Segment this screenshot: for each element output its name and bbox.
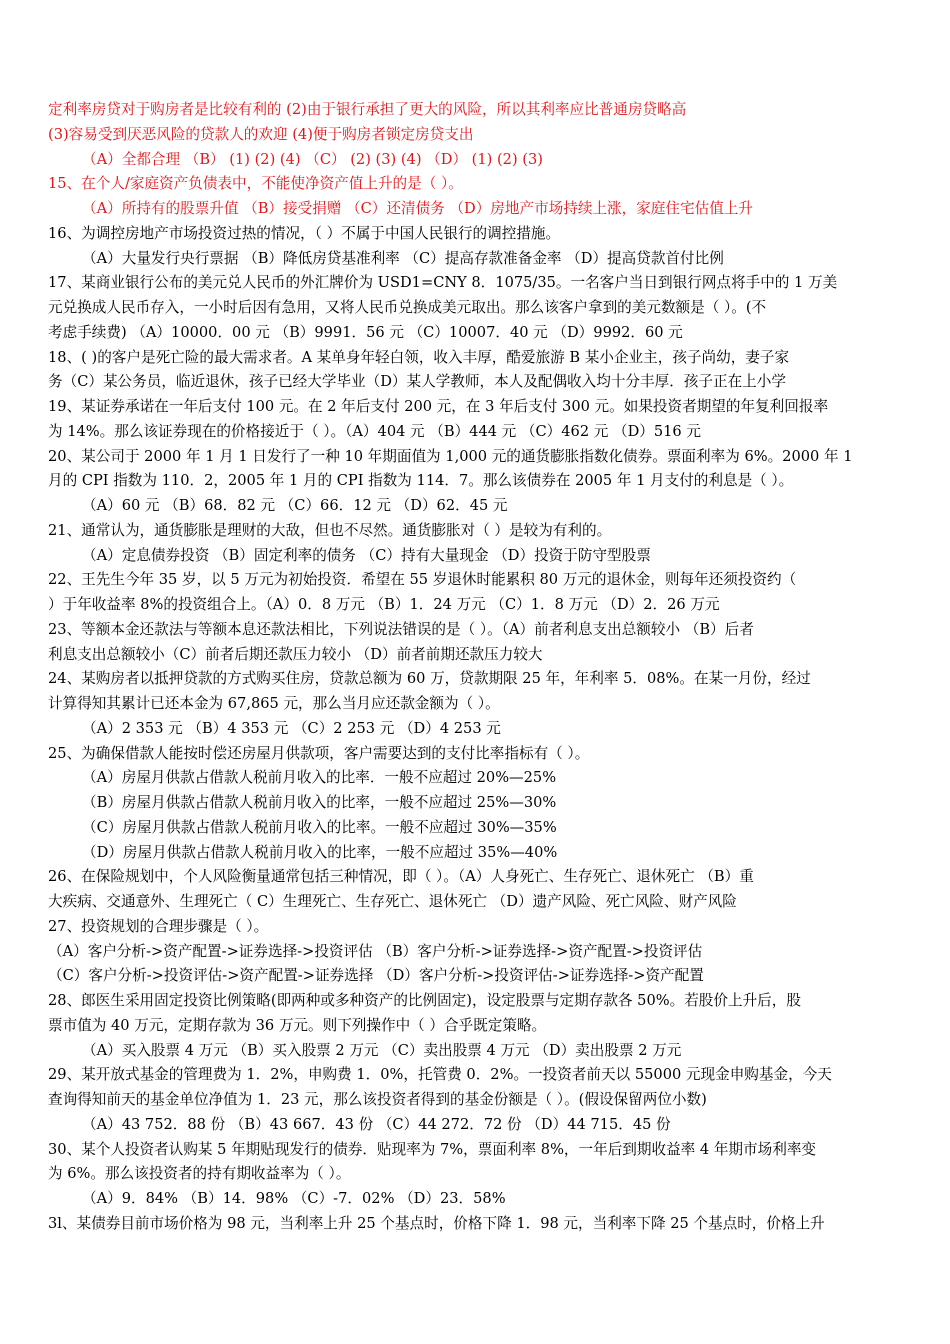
text-line: （A）买入股票 4 万元 （B）买入股票 2 万元 （C）卖出股票 4 万元 （D）卖出股票 2 万元 bbox=[82, 1041, 682, 1059]
text-line: （A）9．84% （B）14．98% （C）-7．02% （D）23．58% bbox=[82, 1190, 506, 1207]
text-line: 19、某证券承诺在一年后支付 100 元。在 2 年后支付 200 元，在 3 年后支付 300 元。如果投资者期望的年复利回报率 bbox=[48, 398, 829, 415]
text-line: 27、投资规划的合理步骤是（ ）。 bbox=[48, 917, 269, 935]
text-line: （B）房屋月供款占借款人税前月收入的比率，一般不应超过 25%—30% bbox=[82, 794, 557, 811]
text-line: 25、为确保借款人能按时偿还房屋月供款项，客户需要达到的支付比率指标有（ ）。 bbox=[48, 744, 590, 762]
text-line: 24、某购房者以抵押贷款的方式购买住房，贷款总额为 60 万，贷款期限 25 年，年利率 5．08%。在某一月份，经过 bbox=[48, 670, 811, 688]
document-page bbox=[48, 98, 910, 1237]
text-line: 22、王先生今年 35 岁，以 5 万元为初始投资．希望在 55 岁退休时能累积 80 万元的退休金，则每年还须投资约（ bbox=[48, 571, 797, 589]
text-line: 18、( )的客户是死亡险的最大需求者。A 某单身年轻白领，收入丰厚，酷爱旅游 B 某小企业主，孩子尚幼，妻子家 bbox=[48, 348, 790, 366]
text-line: 20、某公司于 2000 年 1 月 1 日发行了一种 10 年期面值为 1,000 元的通货膨胀指数化债券。票面利率为 6%。2000 年 1 bbox=[48, 447, 853, 465]
text-line: （C）房屋月供款占借款人税前月收入的比率。一般不应超过 30%—35% bbox=[82, 818, 557, 836]
text-line: 16、为调控房地产市场投资过热的情况，（ ）不属于中国人民银行的调控措施。 bbox=[48, 224, 561, 242]
text-line: 17、某商业银行公布的美元兑人民币的外汇牌价为 USD1=CNY 8．1075/35。一名客户当日到银行网点将手中的 1 万美 bbox=[48, 274, 838, 292]
text-line: 30、某个人投资者认购某 5 年期贴现发行的债券．贴现率为 7%，票面利率 8%，一年后到期收益率 4 年期市场利率变 bbox=[48, 1140, 817, 1158]
text-line: （C）客户分析->投资评估->资产配置->证券选择 （D）客户分析->投资评估->证券选择->资产配置 bbox=[48, 967, 704, 985]
text-line: 票市值为 40 万元，定期存款为 36 万元。则下列操作中（ ）合乎既定策略。 bbox=[48, 1016, 547, 1034]
text-line: 15、在个人/家庭资产负债表中，不能使净资产值上升的是（ ）。 bbox=[48, 175, 463, 193]
text-line: ）于年收益率 8%的投资组合上。（A）0．8 万元 （B）1．24 万元 （C）1．8 万元 （D）2．26 万元 bbox=[48, 596, 720, 613]
text-line: 23、等额本金还款法与等额本息还款法相比，下列说法错误的是（ ）。（A）前者利息支出总额较小 （B）后者 bbox=[48, 620, 754, 638]
text-line: 定利率房贷对于购房者是比较有利的 (2)由于银行承担了更大的风险，所以其利率应比普通房贷略高 bbox=[48, 101, 687, 118]
text-line: （A）所持有的股票升值 （B）接受捐赠 （C）还清债务 （D）房地产市场持续上涨，家庭住宅估值上升 bbox=[82, 200, 753, 217]
text-line: 为 14%。那么该证券现在的价格接近于（ ）。（A）404 元 （B）444 元 （C）462 元 （D）516 元 bbox=[48, 422, 701, 440]
text-line: （A）43 752．88 份 （B）43 667．43 份 （C）44 272．72 份 （D）44 715．45 份 bbox=[82, 1115, 671, 1133]
text-line: （D）房屋月供款占借款人税前月收入的比率，一般不应超过 35%—40% bbox=[82, 843, 558, 861]
text-line: 3l、某债券目前市场价格为 98 元，当利率上升 25 个基点时，价格下降 1．98 元，当利率下降 25 个基点时，价格上升 bbox=[48, 1214, 825, 1232]
text-line: 考虑手续费) （A）10000．00 元 （B）9991．56 元 （C）10007．40 元 （D）9992．60 元 bbox=[48, 323, 683, 341]
text-line: 29、某开放式基金的管理费为 1．2%，申购费 1．0%，托管费 0．2%。一投资者前天以 55000 元现金申购基金，今天 bbox=[48, 1066, 832, 1084]
text-line: （A）大量发行央行票据 （B）降低房贷基准利率 （C）提高存款准备金率 （D）提高贷款首付比例 bbox=[82, 249, 724, 267]
text-line: 务（C）某公务员，临近退休，孩子已经大学毕业（D）某人学教师，本人及配偶收入均十分丰厚．孩子正在上小学 bbox=[48, 373, 786, 391]
text-line: （A）2 353 元 （B）4 353 元 （C）2 253 元 （D）4 253 元 bbox=[82, 719, 501, 737]
text-line: （A）房屋月供款占借款人税前月收入的比率．一般不应超过 20%—25% bbox=[82, 769, 557, 787]
text-line: 利息支出总额较小（C）前者后期还款压力较小 （D）前者前期还款压力较大 bbox=[48, 645, 543, 663]
text-line: （A）60 元 （B）68．82 元 （C）66．12 元 （D）62．45 元 bbox=[82, 497, 508, 514]
text-line: 21、通常认为，通货膨胀是理财的大敌，但也不尽然。通货膨胀对（ ）是较为有利的。 bbox=[48, 521, 612, 539]
text-line: （A）定息债券投资 （B）固定利率的债务 （C）持有大量现金 （D）投资于防守型股票 bbox=[82, 546, 651, 564]
text-line: (3)容易受到厌恶风险的贷款人的欢迎 (4)便于购房者锁定房贷支出 bbox=[48, 125, 474, 143]
text-line: （A）全都合理 （B） (1) (2) (4) （C） (2) (3) (4) （D） (1) (2) (3) bbox=[82, 150, 543, 168]
text-line: 28、郎医生采用固定投资比例策略(即两种或多种资产的比例固定)，设定股票与定期存款各 50%。若股价上升后，股 bbox=[48, 992, 801, 1009]
text-line: 计算得知其累计已还本金为 67,865 元，那么当月应还款金额为（ ）。 bbox=[48, 695, 500, 712]
text-line: （A）客户分析->资产配置->证券选择->投资评估 （B）客户分析->证券选择->资产配置->投资评估 bbox=[48, 942, 703, 960]
text-line: 元兑换成人民币存入，一小时后因有急用，又将人民币兑换成美元取出。那么该客户拿到的美元数额是（ ）。(不 bbox=[48, 299, 767, 316]
text-line: 26、在保险规划中，个人风险衡量通常包括三种情况，即（ ）。（A）人身死亡、生存死亡、退休死亡 （B）重 bbox=[48, 868, 754, 886]
text-line: 大疾病、交通意外、生理死亡（ C）生理死亡、生存死亡、退休死亡 （D）遗产风险、死亡风险、财产风险 bbox=[48, 893, 737, 910]
text-line: 查询得知前天的基金单位净值为 1．23 元，那么该投资者得到的基金份额是（ ）。(假设保留两位小数) bbox=[48, 1091, 707, 1108]
text-line: 为 6%。那么该投资者的持有期收益率为（ ）。 bbox=[48, 1165, 351, 1183]
text-line: 月的 CPI 指数为 110．2，2005 年 1 月的 CPI 指数为 114．7。那么该债券在 2005 年 1 月支付的利息是（ ）。 bbox=[48, 472, 794, 490]
